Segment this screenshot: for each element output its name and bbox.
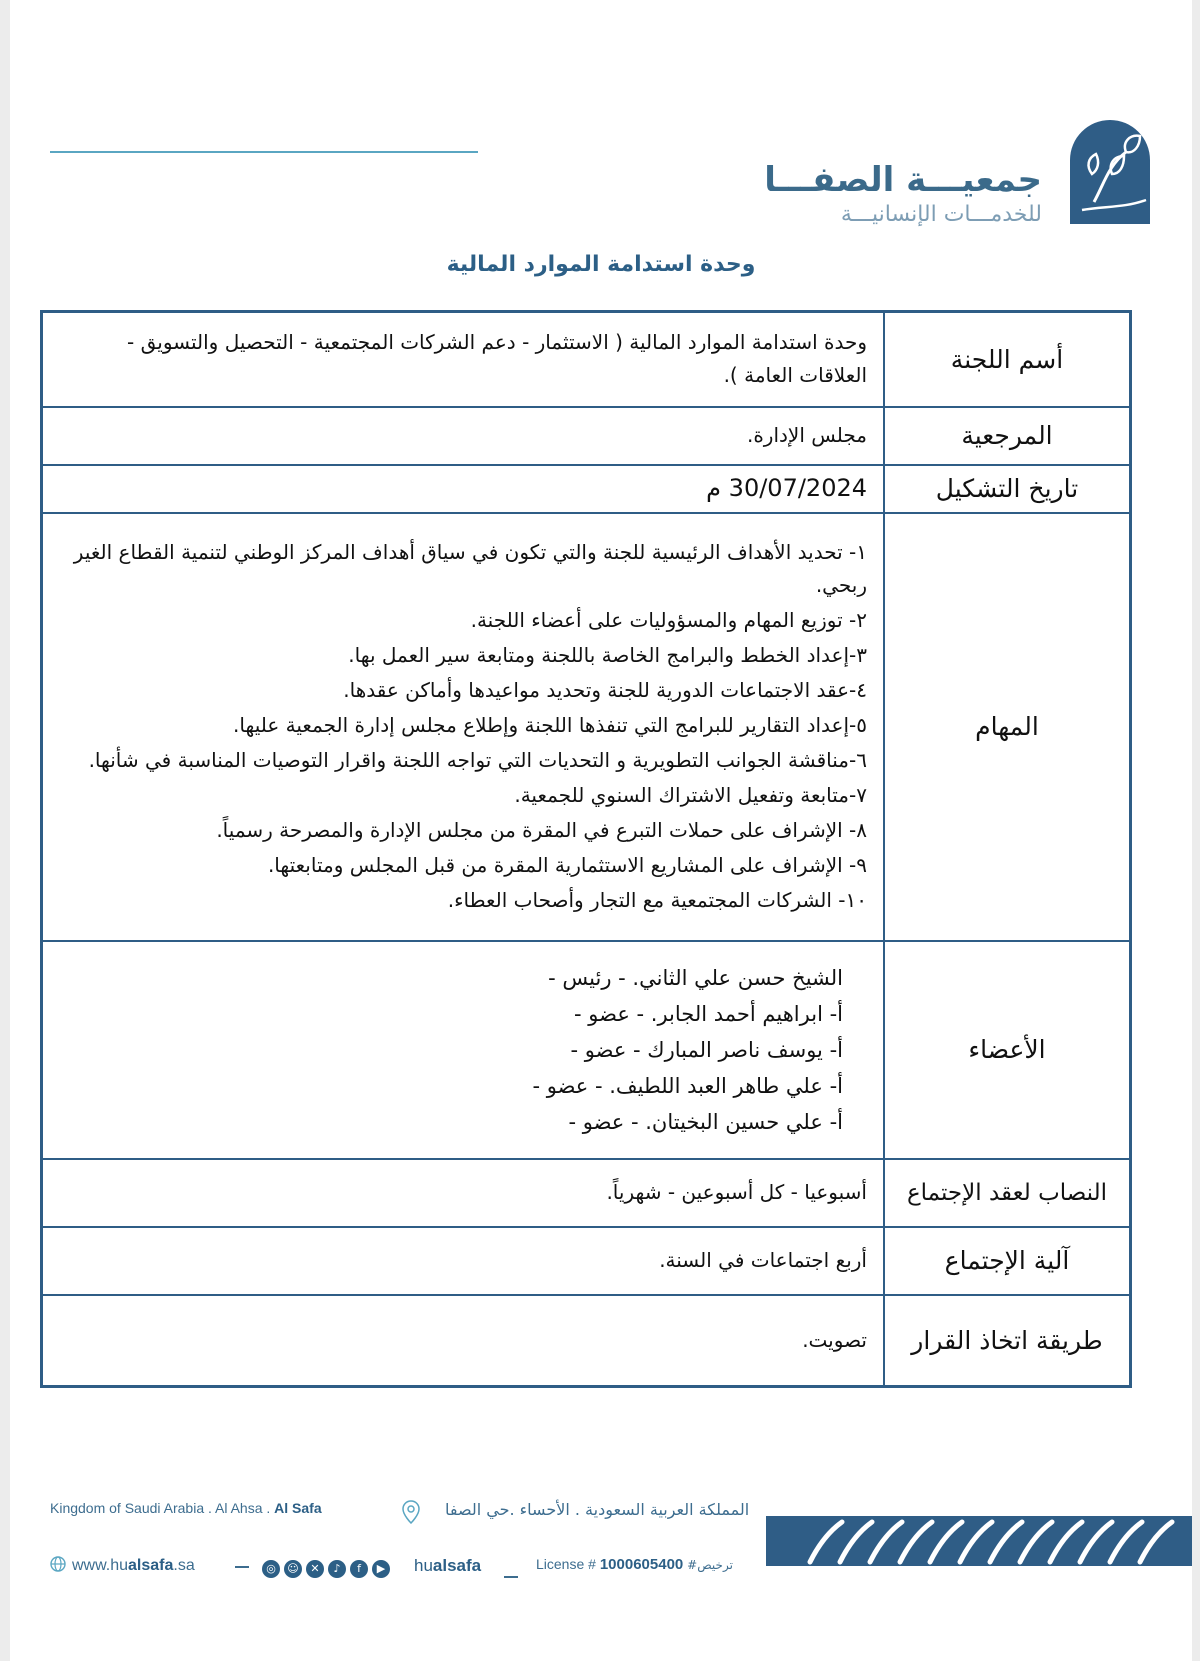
row-label: المهام — [884, 513, 1131, 941]
member-item: أ- علي طاهر العبد اللطيف. - عضو - — [532, 1073, 843, 1098]
table-row-members — [42, 941, 1131, 1159]
decision-method-value: تصويت. — [42, 1295, 885, 1387]
committee-name-value — [42, 312, 885, 407]
license-label: License # — [536, 1556, 596, 1572]
task-item: ٢- توزيع المهام والمسؤوليات على أعضاء اللجنة. — [470, 608, 867, 632]
table-row-quorum — [42, 1159, 1131, 1227]
row-label: طريقة اتخاذ القرار — [884, 1295, 1131, 1387]
task-item: ٨- الإشراف على حملات التبرع في المقرة من مجلس الإدارة والمصرحة رسمياً. — [216, 818, 867, 842]
task-item: ٤-عقد الاجتماعات الدورية للجنة وتحديد مواعيدها وأماكن عقدها. — [343, 678, 867, 702]
row-label: النصاب لعقد الإجتماع — [884, 1159, 1131, 1227]
social-handle — [414, 1556, 481, 1576]
logo-mark — [1064, 114, 1156, 226]
association-subtitle: للخدمـــات الإنسانيـــة — [840, 202, 1042, 227]
license-value: 1000605400 — [599, 1556, 684, 1573]
tiktok-icon[interactable]: ♪ — [328, 1560, 346, 1578]
logo-text — [764, 160, 1042, 230]
facebook-icon[interactable]: f — [350, 1560, 368, 1578]
snapchat-icon[interactable]: ☺ — [284, 1560, 302, 1578]
row-label: المرجعية — [884, 407, 1131, 465]
social-icons — [262, 1557, 394, 1579]
table-row-decision-method — [42, 1295, 1131, 1387]
meeting-mechanism-value: أربع اجتماعات في السنة. — [42, 1227, 885, 1295]
association-name: جمعيـــة الصفـــا — [764, 160, 1042, 200]
footer-separator — [504, 1576, 518, 1578]
committee-table — [40, 310, 1132, 1388]
youtube-icon[interactable]: ▶ — [372, 1560, 390, 1578]
website-bold: alsafa — [128, 1557, 174, 1574]
footer-separator — [235, 1566, 249, 1568]
tasks-list — [42, 513, 885, 941]
reference-value: مجلس الإدارة. — [42, 407, 885, 465]
committee-name-line: وحدة استدامة الموارد المالية ( الاستثمار - دعم الشركات المجتمعية - التحصيل والتسويق - — [127, 330, 867, 355]
quorum-value: أسبوعيا - كل أسبوعين - شهرياً. — [42, 1159, 885, 1227]
handle-bold: alsafa — [432, 1556, 482, 1575]
members-list — [42, 941, 885, 1159]
page-title: وحدة استدامة الموارد المالية — [446, 252, 756, 277]
x-icon[interactable]: ✕ — [306, 1560, 324, 1578]
footer-stripe-graphic — [766, 1516, 1192, 1566]
license-label-ar: #ترخيص — [687, 1558, 733, 1572]
website-text: www.hu — [72, 1557, 129, 1574]
row-label: أسم اللجنة — [884, 312, 1131, 407]
committee-name-line: العلاقات العامة ). — [723, 363, 867, 388]
table-row-reference — [42, 407, 1131, 465]
task-item: ١٠- الشركات المجتمعية مع التجار وأصحاب العطاء. — [447, 888, 867, 912]
row-label: تاريخ التشكيل — [884, 465, 1131, 513]
website-link[interactable] — [50, 1556, 195, 1575]
formation-date-value: 30/07/2024 م — [42, 465, 885, 513]
header-divider-line — [50, 151, 478, 153]
task-item: ١- تحديد الأهداف الرئيسية للجنة والتي تكون في سياق أهداف المركز الوطني لتنمية القطاع الغير ربحي. — [73, 540, 867, 597]
footer — [10, 1490, 1192, 1600]
task-item: ٩- الإشراف على المشاريع الاستثمارية المقرة من قبل المجلس ومتابعتها. — [267, 853, 867, 877]
website-suffix: .sa — [173, 1557, 195, 1574]
table-row-tasks — [42, 513, 1131, 941]
task-item: ٣-إعداد الخطط والبرامج الخاصة باللجنة ومتابعة سير العمل بها. — [348, 643, 867, 667]
member-item: الشيخ حسن علي الثاني. - رئيس - — [548, 965, 843, 990]
location-pin-icon — [402, 1500, 420, 1524]
table-row-formation-date — [42, 465, 1131, 513]
license-number — [536, 1556, 733, 1573]
row-label: الأعضاء — [884, 941, 1131, 1159]
globe-icon — [50, 1556, 66, 1572]
table-row-meeting-mechanism — [42, 1227, 1131, 1295]
document-page — [10, 0, 1192, 1661]
address-en-text: Kingdom of Saudi Arabia . Al Ahsa . — [50, 1500, 275, 1516]
instagram-icon[interactable]: ◎ — [262, 1560, 280, 1578]
footer-address-en — [50, 1500, 322, 1516]
task-item: ٧-متابعة وتفعيل الاشتراك السنوي للجمعية. — [514, 783, 867, 807]
handle-prefix: hu — [414, 1556, 433, 1575]
address-en-bold: Al Safa — [274, 1500, 322, 1516]
task-item: ٥-إعداد التقارير للبرامج التي تنفذها اللجنة وإطلاع مجلس إدارة الجمعية عليها. — [233, 713, 867, 737]
member-item: أ- علي حسين البخيتان. - عضو - — [568, 1109, 843, 1134]
table-row-committee-name — [42, 312, 1131, 407]
task-item: ٦-مناقشة الجوانب التطويرية و التحديات التي تواجه اللجنة واقرار التوصيات المناسبة في شأنها. — [88, 748, 867, 772]
row-label: آلية الإجتماع — [884, 1227, 1131, 1295]
member-item: أ- ابراهيم أحمد الجابر. - عضو - — [574, 1001, 843, 1026]
member-item: أ- يوسف ناصر المبارك - عضو - — [570, 1037, 843, 1062]
footer-address-ar: المملكة العربية السعودية . الأحساء .حي الصفا — [445, 1500, 750, 1519]
